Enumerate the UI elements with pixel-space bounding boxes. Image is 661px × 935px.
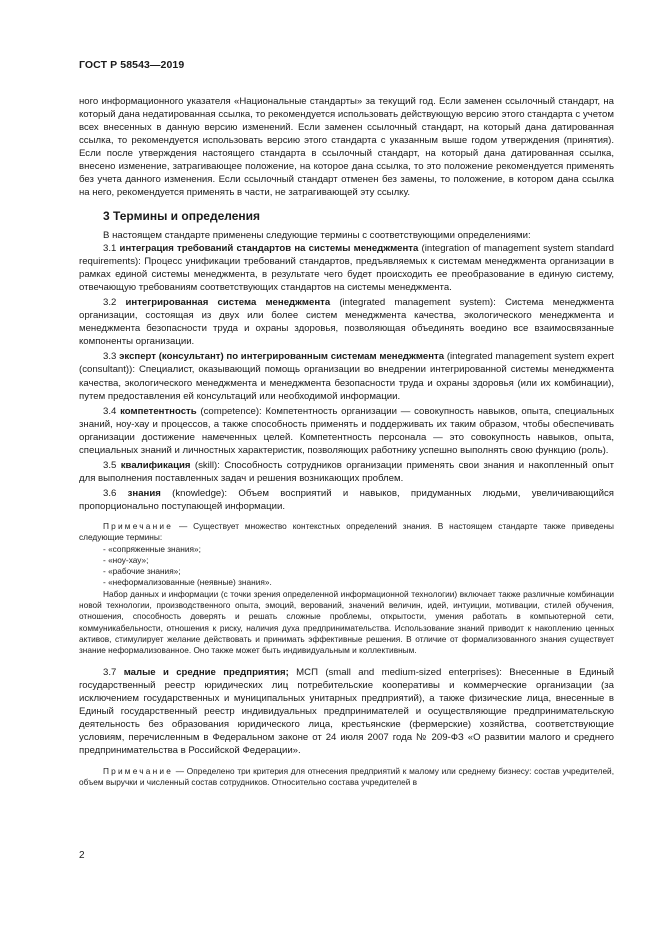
term-number: 3.4: [103, 405, 117, 417]
note-paragraph: [79, 521, 614, 544]
term-name: квалификация: [120, 459, 191, 471]
term-3-2: [79, 296, 614, 348]
note-label: Примечание: [103, 520, 174, 531]
term-number: 3.7: [103, 666, 117, 678]
term-3-3: [79, 350, 614, 402]
term-3-7: [79, 666, 614, 757]
note-list: [79, 544, 614, 589]
note-block-2: [79, 766, 614, 789]
term-definition: (integrated management system): Система менеджмента организации, состоящая из двух или более систем менеджмента качества, экологического менеджмента и менеджмента безопасности труда и охраны здоровья, позволяющая объединять воедино все взаимосвязанные компоненты организации.: [79, 297, 614, 348]
note-continuation: Набор данных и информации (с точки зрения определенной информационной технологии) включает также различные комбинации новой технологии, производственного опыта, эмоций, верований, значений величин, идей, интуиции, мотивации, стилей обучения, отношения, способность доверять и решать сложные проблемы, открытости, умения работать в компьютерной сети, коммуникабельности, отношения к риску, наличия духа предпринимательства. Использование знаний приводит к накоплению ценных активов, стимулирует желание действовать и принимать эффективные решения. В отличие от формализованного знания существует знание неформализованное. Оно также может быть индивидуальным и коллективным.: [79, 588, 614, 656]
section-title: 3 Термины и определения: [103, 209, 261, 223]
term-3-6: [79, 487, 614, 513]
list-item: - «рабочие знания»;: [103, 566, 181, 577]
term-number: 3.3: [103, 351, 117, 363]
term-definition: (skill): Способность сотрудников организации применять свои знания и накопленный опыт для выполнения поставленных задач и решения возникающих проблем.: [79, 459, 614, 484]
term-name: малые и средние предприятия;: [123, 666, 289, 678]
term-number: 3.6: [103, 487, 117, 499]
note-text: — Определено три критерия для отнесения предприятий к малому или среднему бизнесу: состав учредителей, объем выручки и численный состав сотрудников. Относительно состава учредителей в: [79, 765, 614, 788]
terms-block: [79, 229, 614, 788]
list-item: - «ноу-хау»;: [103, 554, 149, 565]
list-item: - «неформализованные (неявные) знания».: [103, 577, 272, 588]
term-name: знания: [127, 487, 161, 499]
term-3-5: [79, 459, 614, 485]
term-name: интеграция требований стандартов на системы менеджмента: [119, 243, 419, 255]
page-number: 2: [79, 850, 85, 861]
term-3-1: [79, 242, 614, 294]
term-number: 3.1: [103, 243, 117, 255]
note-text: — Существует множество контекстных определений знания. В настоящем стандарте также приведены следующие термины:: [79, 520, 614, 543]
note-label: Примечание: [103, 765, 174, 776]
intro-paragraph: ного информационного указателя «Национальные стандарты» за текущий год. Если заменен ссылочный стандарт, на который дана недатированная ссылка, то рекомендуется использовать действующую версию этого стандарта с учетом всех внесенных в данную версию изменений. Если заменен ссылочный стандарт, на который дана датированная ссылка, то рекомендуется использовать версию этого стандарта с указанным выше годом утверждения (принятия). Если после утверждения настоящего стандарта в ссылочный стандарт, на который дана датированная ссылка, внесено изменение, затрагивающее положение, на которое дана ссылка, то это положение рекомендуется применять без учета данного изменения. Если ссылочный стандарт отменен без замены, то положение, в котором дана ссылка на него, рекомендуется применять в части, не затрагивающей эту ссылку.: [79, 96, 614, 199]
term-definition: (integration of management system standard requirements): Процесс унификации требований стандартов, предъявляемых к системам менеджмента организации в рамках единой системы менеджмента, в результате чего будет происходить ее преобразование в единую систему, отвечающую требованиям соответствующих стандартов на системы менеджмента.: [79, 243, 615, 294]
term-definition: МСП (small and medium-sized enterprises): Внесенные в Единый государственный реестр юридических лиц потребительские кооперативы и коммерческие организации (за исключением государственных и муниципальных унитарных предприятий), а также физические лица, внесенные в Единый государственный реестр индивидуальных предпринимателей и осуществляющие предпринимательскую деятельность без образования юридического лица, крестьянские (фермерские) хозяйства, соответствующие условиям, перечисленным в Федеральном законе от 24 июля 2007 года № 209-ФЗ «О развитии малого и среднего предпринимательства в Российской Федерации».: [79, 666, 614, 756]
note-block: [79, 521, 614, 657]
list-item: - «сопряженные знания»;: [103, 543, 201, 554]
term-name: интегрированная система менеджмента: [125, 297, 331, 309]
term-definition: (competence): Компетентность организации — совокупность навыков, опыта, специальных знаний, ноу-хау и процессов, а также способность применять и поддерживать их таким образом, чтобы обеспечивать организации достижение намеченных целей. Компетентность персонала — это совокупность навыков, опыта, специальных знаний и личностных характеристик, позволяющих работнику успешно выполнять свою функцию (роль).: [79, 405, 614, 456]
term-name: эксперт (консультант) по интегрированным системам менеджмента: [119, 351, 445, 363]
intro-block: [79, 95, 614, 199]
note-paragraph-2: [79, 766, 614, 789]
term-definition: (integrated management system expert (consultant)): Специалист, оказывающий помощь организации во внедрении интегрированной системы менеджмента качества, экологического менеджмента и менеджмента безопасности труда и охраны здоровья (или их комбинации), путем предоставления ей консультаций или необходимой информации.: [79, 351, 614, 402]
term-name: компетентность: [120, 405, 197, 417]
section-lead: В настоящем стандарте применены следующие термины с соответствующими определениями:: [103, 230, 531, 241]
term-3-4: [79, 405, 614, 457]
term-number: 3.2: [103, 297, 117, 309]
term-definition: (knowledge): Объем восприятий и навыков, придуманных людьми, увеличивающийся пропорционально поступающей информации.: [79, 487, 614, 512]
term-number: 3.5: [103, 459, 117, 471]
document-header: ГОСТ Р 58543—2019: [79, 59, 185, 71]
